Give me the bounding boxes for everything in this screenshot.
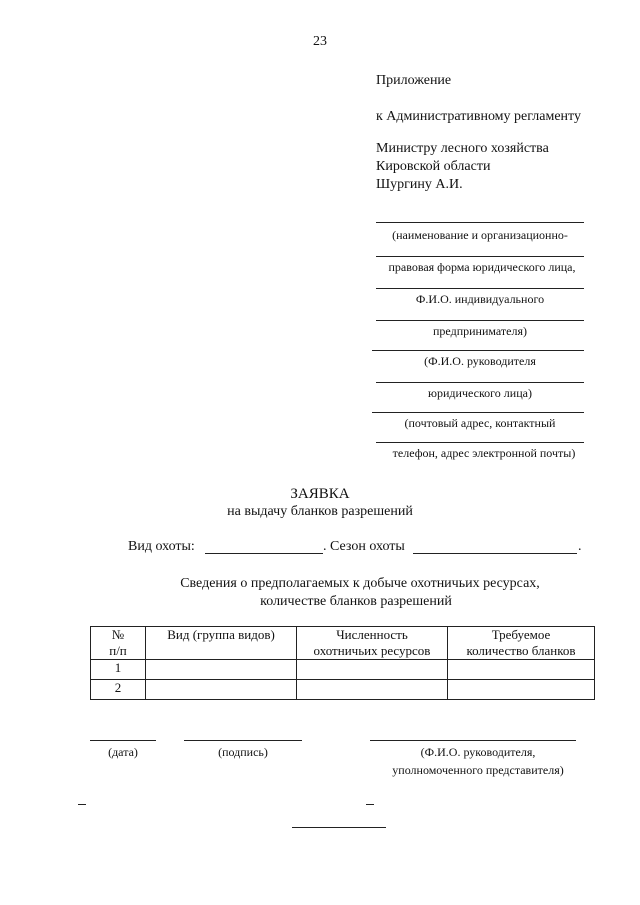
regulation-reference: к Административному регламенту [376, 109, 581, 124]
hunt-season-field[interactable] [413, 553, 577, 554]
applicant-caption: телефон, адрес электронной почты) [392, 446, 576, 460]
applicant-caption: правовая форма юридического лица, [388, 260, 576, 274]
table-cell[interactable] [297, 660, 448, 680]
date-caption: (дата) [108, 745, 138, 759]
applicant-line[interactable] [376, 222, 584, 223]
signature-caption: (подпись) [218, 745, 268, 759]
appendix-label: Приложение [376, 73, 452, 88]
applicant-caption: Ф.И.О. индивидуального [415, 292, 545, 306]
table-header-cell: № п/п [91, 627, 146, 660]
recipient-line: Кировской области [376, 159, 491, 174]
applicant-caption: предпринимателя) [433, 324, 527, 338]
applicant-caption: (Ф.И.О. руководителя [424, 354, 536, 368]
table-row [91, 660, 595, 680]
table-cell[interactable] [448, 660, 595, 680]
table-header-cell: Вид (группа видов) [146, 627, 297, 660]
applicant-line[interactable] [372, 412, 584, 413]
applicant-line[interactable] [376, 288, 584, 289]
table-cell[interactable] [146, 680, 297, 700]
form-subtitle: на выдачу бланков разрешений [227, 504, 413, 519]
applicant-line[interactable] [376, 382, 584, 383]
signature-line[interactable] [184, 740, 302, 741]
table-header-cell: Численность охотничьих ресурсов [297, 627, 448, 660]
recipient-block [376, 140, 549, 194]
applicant-caption: (почтовый адрес, контактный [404, 416, 556, 430]
date-line[interactable] [90, 740, 156, 741]
table-cell[interactable] [448, 680, 595, 700]
info-heading-line: Сведения о предполагаемых к добыче охотничьих ресурсах, [180, 576, 540, 591]
page-number: 23 [313, 34, 327, 49]
info-heading-line: количестве бланков разрешений [260, 594, 452, 609]
hunt-type-field[interactable] [205, 553, 323, 554]
separator-mark [78, 804, 86, 805]
end-rule [292, 827, 386, 828]
applicant-caption: (наименование и организационно- [392, 228, 568, 242]
recipient-line: Шургину А.И. [376, 177, 463, 192]
form-title: ЗАЯВКА [290, 486, 350, 502]
applicant-line[interactable] [376, 442, 584, 443]
hunt-type-label: Вид охоты: [128, 539, 195, 554]
hunt-line-period: . [578, 539, 582, 554]
name-caption: (Ф.И.О. руководителя, [420, 745, 536, 759]
table-cell[interactable] [146, 660, 297, 680]
separator-mark [366, 804, 374, 805]
applicant-line[interactable] [376, 256, 584, 257]
table-row [91, 680, 595, 700]
name-caption: уполномоченного представителя) [392, 763, 564, 777]
recipient-line: Министру лесного хозяйства [376, 141, 549, 156]
table-cell: 1 [91, 660, 146, 680]
hunt-season-label: . Сезон охоты [323, 539, 405, 554]
name-line[interactable] [370, 740, 576, 741]
table-cell: 2 [91, 680, 146, 700]
applicant-caption: юридического лица) [428, 386, 532, 400]
table-header-cell: Требуемое количество бланков [448, 627, 595, 660]
resources-table [90, 626, 595, 700]
applicant-line[interactable] [376, 320, 584, 321]
applicant-line[interactable] [372, 350, 584, 351]
table-header-row [91, 627, 595, 660]
table-cell[interactable] [297, 680, 448, 700]
